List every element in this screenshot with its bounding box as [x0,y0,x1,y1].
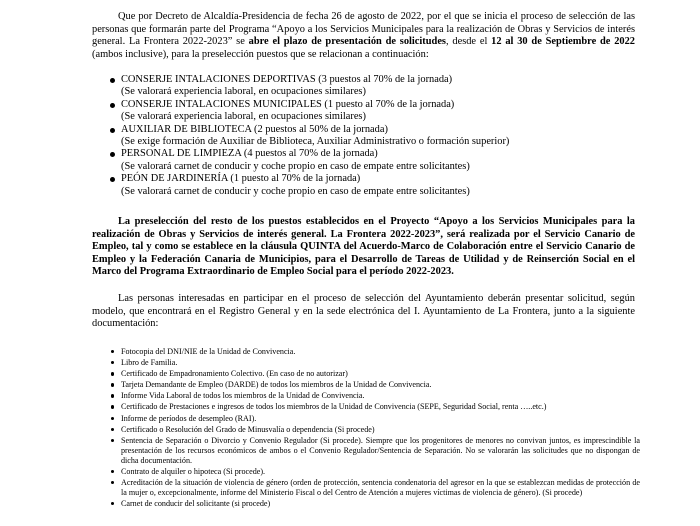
bullet-icon [111,350,114,353]
document-item [110,369,640,379]
bullet-icon [110,103,115,108]
document-label: Libro de Familia. [121,358,178,368]
intro-text-3: (ambos inclusive), para la preselección puestos que se relacionan a continuación: [92,48,429,60]
job-item [110,124,610,149]
document-item [110,347,640,357]
document-item [110,391,640,401]
bullet-icon [111,405,114,408]
job-note: (Se valorará carnet de conducir y coche propio en caso de empate entre solicitantes) [121,185,470,197]
document-item [110,436,640,466]
bullet-icon [111,417,114,420]
bullet-icon [111,394,114,397]
document-label: Certificado o Resolución del Grado de Minusvalía o dependencia (Si procede) [121,424,375,434]
job-item [110,148,610,173]
job-title: CONSERJE INTALACIONES MUNICIPALES (1 puesto al 70% de la jornada) [121,98,455,110]
document-item [110,425,640,435]
job-item [110,74,610,99]
preselection-paragraph: La preselección del resto de los puestos establecidos en el Proyecto “Apoyo a los Servicios Municipales para la realización de Obras y Servicios de interés general. La Frontera 2022-2023”, será realizada por el Servicio Canario de Empleo, tal y como se establece en la cláusula QUINTA del Acuerdo-Marco de Colaboración entre el Servicio Canario de Empleo y la Federación Canaria de Municipios, para el Desarrollo de Tareas de Utilidad y de Reinserción Social en el Marco del Programa Extraordinario de Empleo Social para el período 2022-2023. [92,216,635,278]
intro-deadline-phrase: abre el plazo de presentación de solicitudes [248,36,446,48]
document-label: Tarjeta Demandante de Empleo (DARDE) de todos los miembros de la Unidad de Convivencia. [121,380,432,390]
bullet-icon [110,78,115,83]
document-label: Sentencia de Separación o Divorcio y Convenio Regulador (Si procede). Siempre que los progenitores de menores no convivan juntos, es imprescindible la presentación de los recursos económicos de ambos o el Convenio Regulador/Sentencia de Separación. No se valorarán las solicitudes que no dispongan de dicha documentación. [121,435,640,465]
job-item [110,99,610,124]
job-title: PEÓN DE JARDINERÍA (1 puesto al 70% de la jornada) [121,173,361,185]
bullet-icon [110,152,115,157]
document-item [110,402,640,412]
intro-paragraph [92,11,635,61]
document-label: Carnet de conducir del solicitante (si procede) [121,498,271,508]
document-item [110,499,640,509]
document-label: Informe de períodos de desempleo (RAI). [121,413,257,423]
document-item [110,380,640,390]
document-item [110,358,640,368]
document-label: Contrato de alquiler o hipoteca (Si procede). [121,466,266,476]
document-item [110,478,640,498]
documents-list [110,347,640,510]
bullet-icon [111,470,114,473]
bullet-icon [110,177,115,182]
bullet-icon [110,128,115,133]
intro-text-2: , desde el [445,36,492,48]
document-item [110,467,640,477]
intro-date-range: 12 al 30 de Septiembre de 2022 [491,36,635,48]
job-title: AUXILIAR DE BIBLIOTECA (2 puestos al 50% de la jornada) [121,123,388,135]
bullet-icon [111,481,114,484]
bullet-icon [111,372,114,375]
document-label: Fotocopia del DNI/NIE de la Unidad de Convivencia. [121,347,296,356]
job-note: (Se valorará carnet de conducir y coche propio en caso de empate entre solicitantes) [121,160,470,172]
bullet-icon [111,428,114,431]
document-label: Certificado de Empadronamiento Colectivo. (En caso de no autorizar) [121,369,348,379]
intro-text-1: Que por Decreto de Alcaldía-Presidencia de fecha 26 de agosto de 2022, por el que se inicia el proceso de selección de las personas que formarán parte del Programa “Apoyo a los Servicios Municipales para la realización de Obras y Servicios de interés general. La Frontera 2022-2023” se [92,11,635,48]
bullet-icon [111,502,114,505]
document-label: Informe Vida Laboral de todos los miembros de la Unidad de Convivencia. [121,391,365,401]
bullet-icon [111,383,114,386]
application-paragraph: Las personas interesadas en participar en el proceso de selección del Ayuntamiento deberán presentar solicitud, según modelo, que encontrará en el Registro General y en la sede electrónica del I. Ayuntamiento de La Frontera, junto a la siguiente documentación: [92,293,635,330]
job-list [110,74,610,198]
document-label: Acreditación de la situación de violencia de género (orden de protección, sentencia condenatoria del agresor en la que se establezcan medidas de protección de la mujer o, excepcionalmente, informe del Ministerio Fiscal o del Centro de Atención a mujeres víctimas de violencia de género). (Si procede) [121,477,640,497]
job-note: (Se valorará experiencia laboral, en ocupaciones similares) [121,111,366,123]
job-title: PERSONAL DE LIMPIEZA (4 puestos al 70% de la jornada) [121,148,378,160]
job-item [110,173,610,198]
job-note: (Se exige formación de Auxiliar de Biblioteca, Auxiliar Administrativo o formación superior) [121,136,510,148]
job-note: (Se valorará experiencia laboral, en ocupaciones similares) [121,86,366,98]
job-title: CONSERJE INTALACIONES DEPORTIVAS (3 puestos al 70% de la jornada) [121,74,453,85]
bullet-icon [111,361,114,364]
document-label: Certificado de Prestaciones e ingresos de todos los miembros de la Unidad de Convivencia (SEPE, Seguridad Social, renta …..etc.) [121,402,547,412]
document-item [110,414,640,424]
bullet-icon [111,439,114,442]
